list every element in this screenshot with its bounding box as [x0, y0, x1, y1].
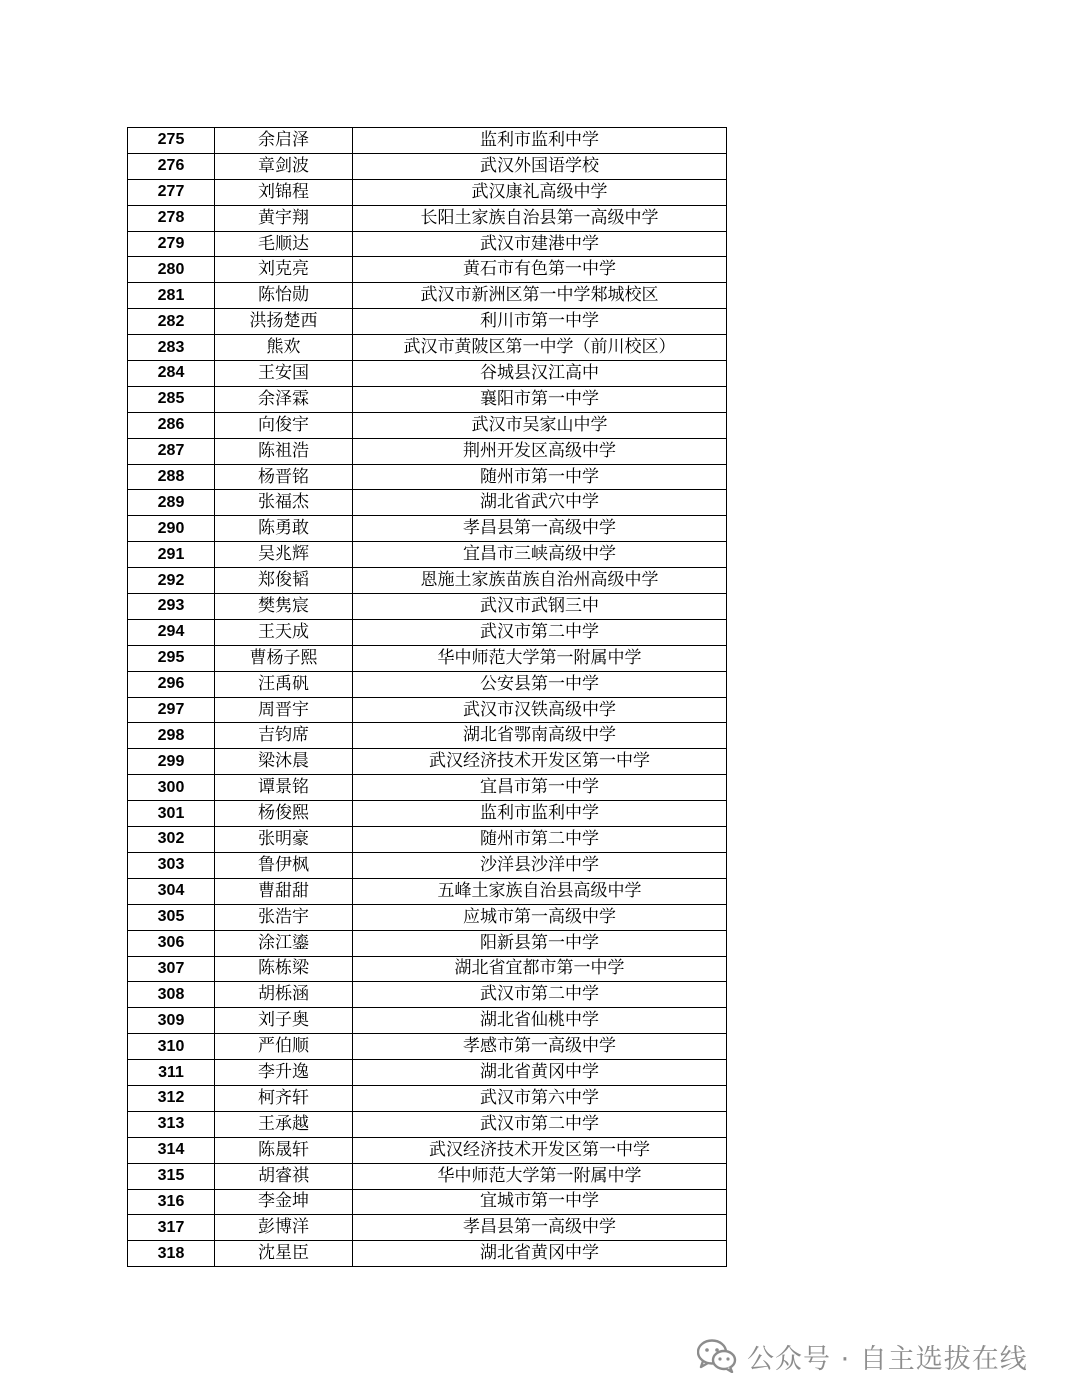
row-number: 299	[128, 749, 215, 775]
school-name: 恩施土家族苗族自治州高级中学	[353, 568, 727, 594]
school-name: 宜城市第一中学	[353, 1189, 727, 1215]
row-number: 313	[128, 1111, 215, 1137]
table-row	[128, 309, 727, 335]
table-row	[128, 827, 727, 853]
student-name: 洪扬楚西	[215, 309, 353, 335]
student-name: 汪禹矾	[215, 671, 353, 697]
table-row	[128, 1137, 727, 1163]
school-name: 荆州开发区高级中学	[353, 438, 727, 464]
row-number: 279	[128, 231, 215, 257]
student-name: 胡睿祺	[215, 1163, 353, 1189]
student-name: 梁沐晨	[215, 749, 353, 775]
school-name: 谷城县汉江高中	[353, 361, 727, 387]
student-name: 王天成	[215, 619, 353, 645]
table-row	[128, 490, 727, 516]
row-number: 290	[128, 516, 215, 542]
row-number: 318	[128, 1241, 215, 1267]
student-name: 鲁伊枫	[215, 852, 353, 878]
student-name: 柯齐轩	[215, 1085, 353, 1111]
student-name: 向俊宇	[215, 412, 353, 438]
school-name: 随州市第二中学	[353, 827, 727, 853]
table-row	[128, 594, 727, 620]
student-name: 李金坤	[215, 1189, 353, 1215]
table-row	[128, 179, 727, 205]
watermark	[697, 1336, 1028, 1376]
table-row	[128, 516, 727, 542]
school-name: 湖北省武穴中学	[353, 490, 727, 516]
table-row	[128, 878, 727, 904]
row-number: 303	[128, 852, 215, 878]
student-name: 熊欢	[215, 335, 353, 361]
row-number: 316	[128, 1189, 215, 1215]
student-name: 谭景铭	[215, 775, 353, 801]
table-row	[128, 128, 727, 154]
row-number: 304	[128, 878, 215, 904]
school-name: 湖北省鄂南高级中学	[353, 723, 727, 749]
student-name: 周晋宇	[215, 697, 353, 723]
student-name: 严伯顺	[215, 1034, 353, 1060]
school-name: 湖北省仙桃中学	[353, 1008, 727, 1034]
table-row	[128, 153, 727, 179]
student-name: 沈星臣	[215, 1241, 353, 1267]
table-row	[128, 1189, 727, 1215]
student-name: 陈栋梁	[215, 956, 353, 982]
school-name: 武汉市汉铁高级中学	[353, 697, 727, 723]
school-name: 武汉市第二中学	[353, 1111, 727, 1137]
student-name: 张浩宇	[215, 904, 353, 930]
table-row	[128, 1034, 727, 1060]
school-name: 黄石市有色第一中学	[353, 257, 727, 283]
table-row	[128, 568, 727, 594]
school-name: 阳新县第一中学	[353, 930, 727, 956]
student-name: 刘锦程	[215, 179, 353, 205]
student-name: 陈勇敢	[215, 516, 353, 542]
student-name: 毛顺达	[215, 231, 353, 257]
row-number: 314	[128, 1137, 215, 1163]
student-name: 刘子奥	[215, 1008, 353, 1034]
school-name: 华中师范大学第一附属中学	[353, 1163, 727, 1189]
student-name: 王承越	[215, 1111, 353, 1137]
row-number: 276	[128, 153, 215, 179]
student-name: 张福杰	[215, 490, 353, 516]
school-name: 武汉市第二中学	[353, 982, 727, 1008]
row-number: 306	[128, 930, 215, 956]
school-name: 武汉市吴家山中学	[353, 412, 727, 438]
row-number: 305	[128, 904, 215, 930]
student-name: 胡栎涵	[215, 982, 353, 1008]
table-row	[128, 1085, 727, 1111]
row-number: 293	[128, 594, 215, 620]
school-name: 湖北省黄冈中学	[353, 1060, 727, 1086]
school-name: 宜昌市三峡高级中学	[353, 542, 727, 568]
school-name: 公安县第一中学	[353, 671, 727, 697]
table-row	[128, 1060, 727, 1086]
row-number: 291	[128, 542, 215, 568]
row-number: 282	[128, 309, 215, 335]
row-number: 302	[128, 827, 215, 853]
table-row	[128, 852, 727, 878]
student-name: 黄宇翔	[215, 205, 353, 231]
school-name: 湖北省宜都市第一中学	[353, 956, 727, 982]
school-name: 沙洋县沙洋中学	[353, 852, 727, 878]
row-number: 278	[128, 205, 215, 231]
roster-table	[127, 127, 727, 1267]
table-row	[128, 438, 727, 464]
school-name: 五峰土家族自治县高级中学	[353, 878, 727, 904]
school-name: 湖北省黄冈中学	[353, 1241, 727, 1267]
table-row	[128, 982, 727, 1008]
row-number: 298	[128, 723, 215, 749]
school-name: 应城市第一高级中学	[353, 904, 727, 930]
student-name: 王安国	[215, 361, 353, 387]
school-name: 监利市监利中学	[353, 128, 727, 154]
school-name: 武汉市黄陂区第一中学（前川校区）	[353, 335, 727, 361]
table-row	[128, 956, 727, 982]
table-row	[128, 645, 727, 671]
table-row	[128, 1241, 727, 1267]
row-number: 281	[128, 283, 215, 309]
row-number: 284	[128, 361, 215, 387]
school-name: 宜昌市第一中学	[353, 775, 727, 801]
school-name: 武汉市第二中学	[353, 619, 727, 645]
student-name: 杨晋铭	[215, 464, 353, 490]
table-row	[128, 723, 727, 749]
row-number: 310	[128, 1034, 215, 1060]
school-name: 武汉外国语学校	[353, 153, 727, 179]
student-name: 陈晟轩	[215, 1137, 353, 1163]
school-name: 武汉经济技术开发区第一中学	[353, 749, 727, 775]
table-row	[128, 801, 727, 827]
student-name: 余启泽	[215, 128, 353, 154]
table-row	[128, 1163, 727, 1189]
table-row	[128, 930, 727, 956]
watermark-text: 公众号 · 自主选拔在线	[747, 1343, 1028, 1375]
school-name: 武汉市武钢三中	[353, 594, 727, 620]
student-name: 余泽霖	[215, 386, 353, 412]
row-number: 286	[128, 412, 215, 438]
table-row	[128, 697, 727, 723]
table-row	[128, 412, 727, 438]
school-name: 长阳土家族自治县第一高级中学	[353, 205, 727, 231]
student-name: 陈祖浩	[215, 438, 353, 464]
table-row	[128, 231, 727, 257]
row-number: 300	[128, 775, 215, 801]
student-name: 樊隽宸	[215, 594, 353, 620]
student-name: 曹杨子熙	[215, 645, 353, 671]
row-number: 312	[128, 1085, 215, 1111]
roster-table-body	[128, 128, 727, 1267]
table-row	[128, 542, 727, 568]
row-number: 280	[128, 257, 215, 283]
student-name: 李升逸	[215, 1060, 353, 1086]
student-name: 吉钧席	[215, 723, 353, 749]
row-number: 307	[128, 956, 215, 982]
student-name: 刘克亮	[215, 257, 353, 283]
row-number: 283	[128, 335, 215, 361]
school-name: 孝昌县第一高级中学	[353, 1215, 727, 1241]
student-name: 彭博洋	[215, 1215, 353, 1241]
table-row	[128, 335, 727, 361]
table-row	[128, 904, 727, 930]
row-number: 309	[128, 1008, 215, 1034]
student-name: 涂江鎏	[215, 930, 353, 956]
student-name: 杨俊熙	[215, 801, 353, 827]
school-name: 武汉市第六中学	[353, 1085, 727, 1111]
student-name: 张明豪	[215, 827, 353, 853]
row-number: 296	[128, 671, 215, 697]
table-row	[128, 386, 727, 412]
student-name: 章剑波	[215, 153, 353, 179]
school-name: 监利市监利中学	[353, 801, 727, 827]
row-number: 292	[128, 568, 215, 594]
row-number: 297	[128, 697, 215, 723]
table-row	[128, 1215, 727, 1241]
row-number: 288	[128, 464, 215, 490]
school-name: 武汉经济技术开发区第一中学	[353, 1137, 727, 1163]
school-name: 利川市第一中学	[353, 309, 727, 335]
row-number: 317	[128, 1215, 215, 1241]
table-row	[128, 283, 727, 309]
school-name: 武汉康礼高级中学	[353, 179, 727, 205]
row-number: 285	[128, 386, 215, 412]
row-number: 275	[128, 128, 215, 154]
table-row	[128, 464, 727, 490]
row-number: 287	[128, 438, 215, 464]
student-name: 吴兆辉	[215, 542, 353, 568]
table-row	[128, 749, 727, 775]
table-row	[128, 1111, 727, 1137]
row-number: 294	[128, 619, 215, 645]
table-row	[128, 1008, 727, 1034]
student-name: 陈怡勋	[215, 283, 353, 309]
row-number: 277	[128, 179, 215, 205]
school-name: 孝感市第一高级中学	[353, 1034, 727, 1060]
row-number: 301	[128, 801, 215, 827]
wechat-icon	[697, 1339, 737, 1373]
row-number: 289	[128, 490, 215, 516]
table-row	[128, 619, 727, 645]
school-name: 华中师范大学第一附属中学	[353, 645, 727, 671]
school-name: 武汉市新洲区第一中学邾城校区	[353, 283, 727, 309]
row-number: 311	[128, 1060, 215, 1086]
table-row	[128, 775, 727, 801]
student-name: 曹甜甜	[215, 878, 353, 904]
table-row	[128, 671, 727, 697]
school-name: 武汉市建港中学	[353, 231, 727, 257]
table-row	[128, 257, 727, 283]
table-row	[128, 361, 727, 387]
row-number: 315	[128, 1163, 215, 1189]
row-number: 295	[128, 645, 215, 671]
table-row	[128, 205, 727, 231]
school-name: 随州市第一中学	[353, 464, 727, 490]
school-name: 孝昌县第一高级中学	[353, 516, 727, 542]
student-name: 郑俊韬	[215, 568, 353, 594]
row-number: 308	[128, 982, 215, 1008]
school-name: 襄阳市第一中学	[353, 386, 727, 412]
